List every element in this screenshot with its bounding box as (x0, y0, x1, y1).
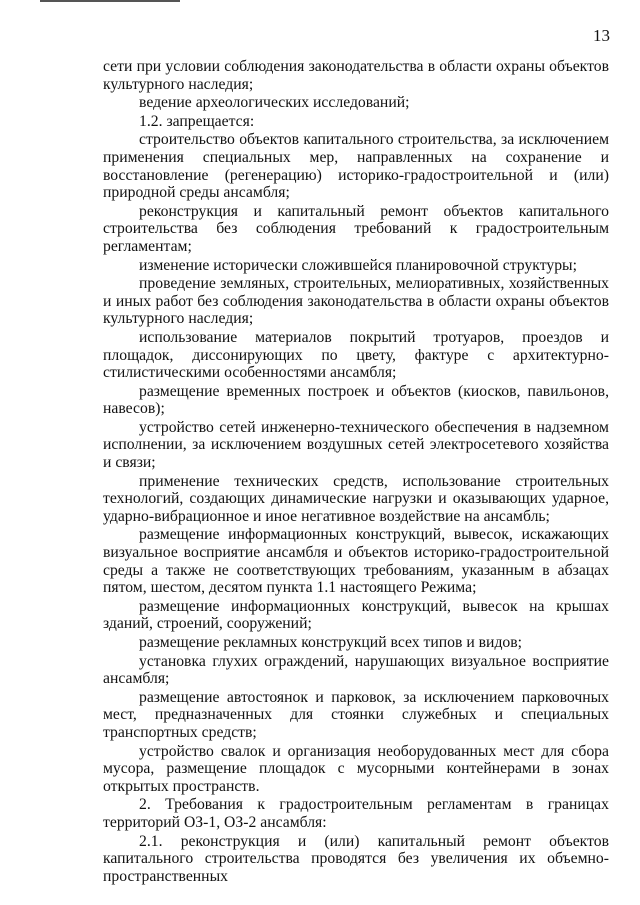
page-number: 13 (593, 26, 610, 45)
paragraph: установка глухих ограждений, нарушающих визуальное восприятие ансамбля; (103, 652, 609, 688)
paragraph: применение технических средств, использование строительных технологий, создающих динамические нагрузки и оказывающих ударное, ударно-вибрационное и иное негативное воздействие на ансамбль; (103, 472, 609, 525)
document-body (103, 58, 609, 886)
paragraph: размещение автостоянок и парковок, за исключением парковочных мест, предназначенных для стоянки служебных и специальных транспортных средств; (103, 688, 609, 741)
paragraph: ведение археологических исследований; (139, 94, 410, 112)
paragraph: сети при условии соблюдения законодательства в области охраны объектов культурного наследия; (103, 58, 609, 93)
top-edge-line (40, 0, 180, 2)
paragraph: строительство объектов капитального строительства, за исключением применения специальных мер, направленных на сохранение и восстановление (регенерацию) историко-градостроительной и (или) природной среды ансамбля; (103, 131, 609, 202)
paragraph: изменение исторически сложившейся планировочной структуры; (139, 256, 577, 274)
paragraph: 2.1. реконструкция и (или) капитальный ремонт объектов капитального строительства проводятся без увеличения их объемно-пространственных (103, 832, 609, 885)
paragraph: проведение земляных, строительных, мелиоративных, хозяйственных и иных работ без соблюдения законодательства в области охраны объектов культурного наследия; (103, 275, 609, 328)
paragraph: устройство сетей инженерно-технического обеспечения в надземном исполнении, за исключением воздушных сетей электросетевого хозяйства и связи; (103, 418, 609, 472)
paragraph: размещение временных построек и объектов (киосков, павильонов, навесов); (103, 382, 609, 418)
paragraph: 1.2. запрещается: (139, 112, 255, 130)
paragraph: размещение информационных конструкций, вывесок на крышах зданий, строений, сооружений; (103, 597, 609, 633)
paragraph: размещение рекламных конструкций всех типов и видов; (139, 634, 523, 651)
paragraph: 2. Требования к градостроительным регламентам в границах территорий ОЗ-1, ОЗ-2 ансамбля: (103, 796, 609, 831)
paragraph: использование материалов покрытий тротуаров, проездов и площадок, диссонирующих по цвету, фактуре с архитектурно-стилистическими особенностями ансамбля; (103, 328, 609, 382)
paragraph: устройство свалок и организация необорудованных мест для сбора мусора, размещение площадок с мусорными контейнерами в зонах открытых пространств. (103, 742, 609, 795)
paragraph: реконструкция и капитальный ремонт объектов капитального строительства без соблюдения требований к градостроительным регламентам; (103, 202, 609, 255)
paragraph: размещение информационных конструкций, вывесок, искажающих визуальное восприятие ансамбля и объектов историко-градостроительной среды а также не соответствующих требованиям, указанным в абзацах пятом, шестом, десятом пункта 1.1 настоящего Режима; (103, 526, 609, 597)
